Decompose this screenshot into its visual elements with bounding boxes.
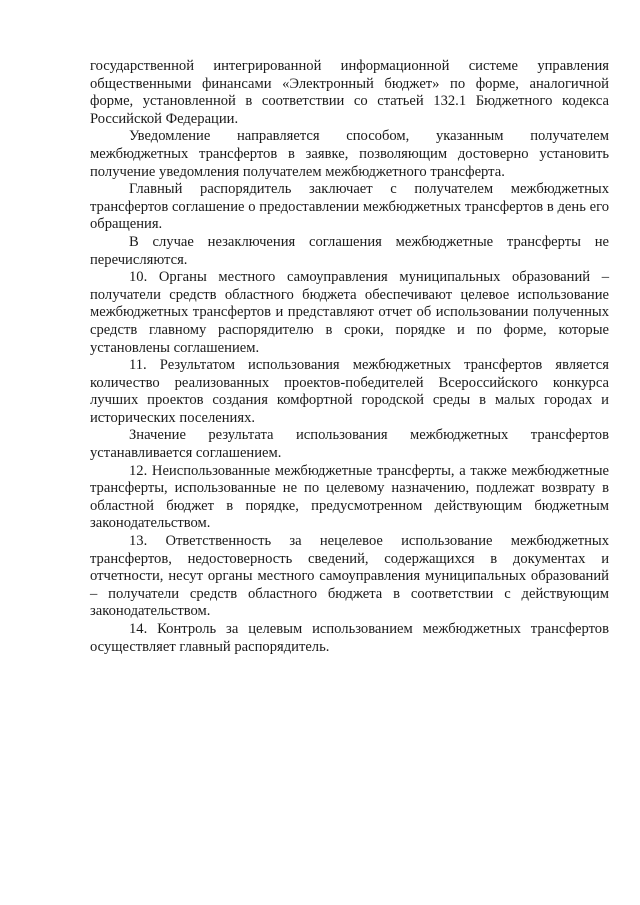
paragraph-notification-method: Уведомление направляется способом, указанным получателем межбюджетных трансфертов в заявке, позволяющим достоверно установить получение уведомления получателем межбюджетного трансферта.: [90, 128, 609, 180]
document-body: [90, 58, 609, 656]
paragraph-item-12: 12. Неиспользованные межбюджетные трансферты, а также межбюджетные трансферты, использованные не по целевому назначению, подлежат возврату в областной бюджет в порядке, предусмотренном действующим бюджетным законодательством.: [90, 462, 609, 532]
paragraph-result-value: Значение результата использования межбюджетных трансфертов устанавливается соглашением.: [90, 427, 609, 462]
paragraph-item-13: 13. Ответственность за нецелевое использование межбюджетных трансфертов, недостоверность сведений, содержащихся в документах и отчетности, несут органы местного самоуправления муниципальных образований – получатели средств областного бюджета в соответствии с действующим законодательством.: [90, 533, 609, 620]
paragraph-agreement: Главный распорядитель заключает с получателем межбюджетных трансфертов соглашение о предоставлении межбюджетных трансфертов в день его обращения.: [90, 181, 609, 233]
paragraph-item-10: 10. Органы местного самоуправления муниципальных образований – получатели средств областного бюджета обеспечивают целевое использование межбюджетных трансфертов и представляют отчет об использовании полученных средств главному распорядителю в сроки, порядке и по форме, которые установлены соглашением.: [90, 269, 609, 356]
paragraph-item-11: 11. Результатом использования межбюджетных трансфертов является количество реализованных проектов-победителей Всероссийского конкурса лучших проектов создания комфортной городской среды в малых городах и исторических поселениях.: [90, 357, 609, 426]
paragraph-continuation: государственной интегрированной информационной системе управления общественными финансами «Электронный бюджет» по форме, аналогичной форме, установленной в соответствии со статьей 132.1 Бюджетного кодекса Российской Федерации.: [90, 58, 609, 127]
paragraph-non-conclusion: В случае незаключения соглашения межбюджетные трансферты не перечисляются.: [90, 233, 609, 268]
paragraph-item-14: 14. Контроль за целевым использованием межбюджетных трансфертов осуществляет главный распорядитель.: [90, 621, 609, 655]
